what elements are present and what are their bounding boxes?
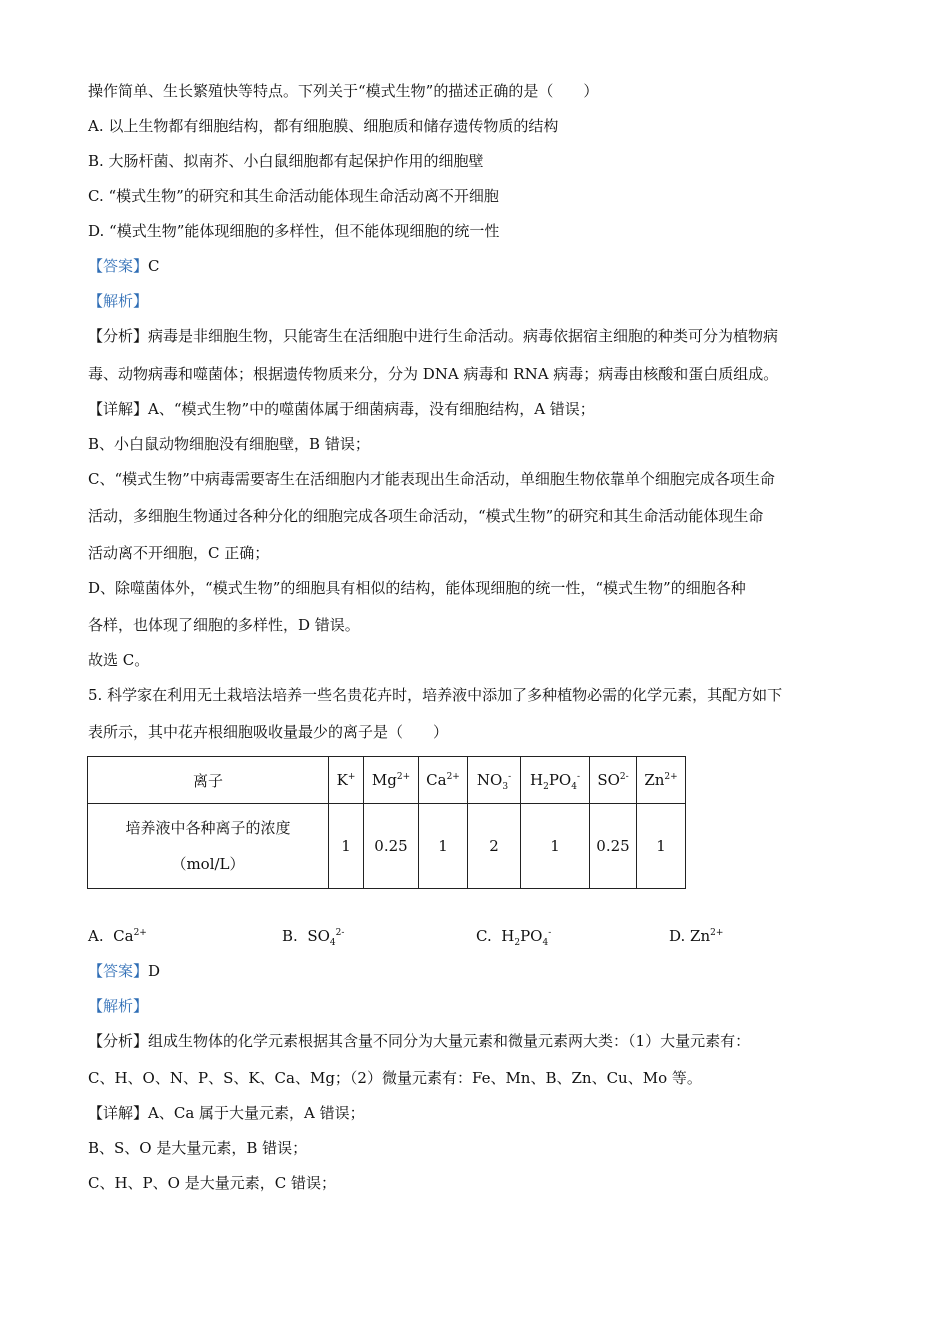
answer-value: D: [148, 962, 161, 980]
q4-detail-d1: D、除噬菌体外，“模式生物”的细胞具有相似的结构，能体现细胞的统一性，“模式生物”的细胞各种: [88, 579, 746, 597]
q5-fenxi-line1: [88, 1031, 750, 1051]
value-mg: 0.25: [364, 804, 419, 889]
ion-k: K+: [329, 757, 364, 804]
q5-stem-line1: 5. 科学家在利用无土栽培法培养一些名贵花卉时，培养液中添加了多种植物必需的化学元素，其配方如下: [88, 686, 783, 704]
table-value-row: [88, 804, 686, 889]
answer-label: 【答案】: [88, 962, 149, 980]
q5-answer: [88, 961, 160, 981]
q4-conclusion: 故选 C。: [88, 651, 150, 669]
q4-detail-b: B、小白鼠动物细胞没有细胞壁，B 错误；: [88, 435, 370, 453]
ion-no3: $NO_3^-$: [468, 757, 521, 804]
value-ca: 1: [419, 804, 468, 889]
detail-label: 【详解】: [88, 1104, 149, 1122]
q4-detail-d2: 各样，也体现了细胞的多样性，D 错误。: [88, 616, 360, 634]
fenxi-label: 【分析】: [88, 1032, 149, 1050]
q4-option-d: D. “模式生物”能体现细胞的多样性，但不能体现细胞的统一性: [88, 222, 500, 240]
q5-detail-a: [88, 1103, 365, 1123]
fenxi-text: 病毒是非细胞生物，只能寄生在活细胞中进行生命活动。病毒依据宿主细胞的种类可分为植物病: [148, 327, 779, 345]
q5-detail-b: B、S、O 是大量元素，B 错误；: [88, 1139, 308, 1157]
q4-answer: [88, 256, 160, 276]
q5-option-a: A. $Ca^{2+}$: [88, 927, 147, 945]
table-header-label: 离子: [88, 757, 329, 804]
value-h2po4: 1: [521, 804, 590, 889]
q5-stem-line2: 表所示，其中花卉根细胞吸收量最少的离子是（ ）: [88, 723, 449, 741]
value-zn: 1: [637, 804, 686, 889]
q4-detail-c3: 活动离不开细胞，C 正确；: [88, 544, 270, 562]
answer-value: C: [148, 257, 160, 275]
row-label-line2: （mol/L）: [171, 855, 245, 873]
ion-zn: $Zn^{2+}$: [637, 757, 686, 804]
ion-so: $SO^{2-}$: [590, 757, 637, 804]
q4-fenxi-line1: [88, 326, 778, 346]
q5-analysis-label: 【解析】: [88, 997, 149, 1015]
q5-option-c: C. $H_2PO_4^-$: [476, 927, 552, 948]
q4-stem-tail: 操作简单、生长繁殖快等特点。下列关于“模式生物”的描述正确的是（ ）: [88, 82, 599, 100]
q5-option-b: B. $SO_4^{2-}$: [282, 927, 345, 948]
q4-option-a: A. 以上生物都有细胞结构，都有细胞膜、细胞质和储存遗传物质的结构: [88, 117, 559, 135]
q4-detail-c2: 活动，多细胞生物通过各种分化的细胞完成各项生命活动，“模式生物”的研究和其生命活动能体现生命: [88, 507, 764, 525]
value-no3: 2: [468, 804, 521, 889]
ion-h2po4: $H_2PO_4^-$: [521, 757, 590, 804]
fenxi-label: 【分析】: [88, 327, 149, 345]
q5-fenxi-line2: C、H、O、N、P、S、K、Ca、Mg；（2）微量元素有：Fe、Mn、B、Zn、Cu、Mo 等。: [88, 1069, 702, 1087]
q4-option-b: B. 大肠杆菌、拟南芥、小白鼠细胞都有起保护作用的细胞壁: [88, 152, 484, 170]
answer-label: 【答案】: [88, 257, 149, 275]
q4-detail-a: [88, 399, 595, 419]
detail-label: 【详解】: [88, 400, 149, 418]
fenxi-text: 组成生物体的化学元素根据其含量不同分为大量元素和微量元素两大类：（1）大量元素有：: [148, 1032, 751, 1050]
ion-ca: $Ca^{2+}$: [419, 757, 468, 804]
ion-concentration-table: [87, 756, 686, 889]
q5-detail-c: C、H、P、O 是大量元素，C 错误；: [88, 1174, 336, 1192]
q4-detail-c1: C、“模式生物”中病毒需要寄生在活细胞内才能表现出生命活动，单细胞生物依靠单个细胞完成各项生命: [88, 470, 775, 488]
q5-option-d: D. $Zn^{2+}$: [669, 927, 724, 945]
value-so: 0.25: [590, 804, 637, 889]
q4-analysis-label: 【解析】: [88, 292, 149, 310]
detail-text: A、Ca 属于大量元素，A 错误；: [148, 1104, 365, 1122]
detail-text: A、“模式生物”中的噬菌体属于细菌病毒，没有细胞结构，A 错误；: [148, 400, 595, 418]
q4-option-c: C. “模式生物”的研究和其生命活动能体现生命活动离不开细胞: [88, 187, 499, 205]
q4-fenxi-line2: 毒、动物病毒和噬菌体；根据遗传物质来分，分为 DNA 病毒和 RNA 病毒；病毒由核酸和蛋白质组成。: [88, 365, 779, 383]
table-row-label: [88, 804, 329, 889]
ion-mg: $Mg^{2+}$: [364, 757, 419, 804]
table-header-row: [88, 757, 686, 804]
row-label-line1: 培养液中各种离子的浓度: [125, 819, 291, 837]
value-k: 1: [329, 804, 364, 889]
